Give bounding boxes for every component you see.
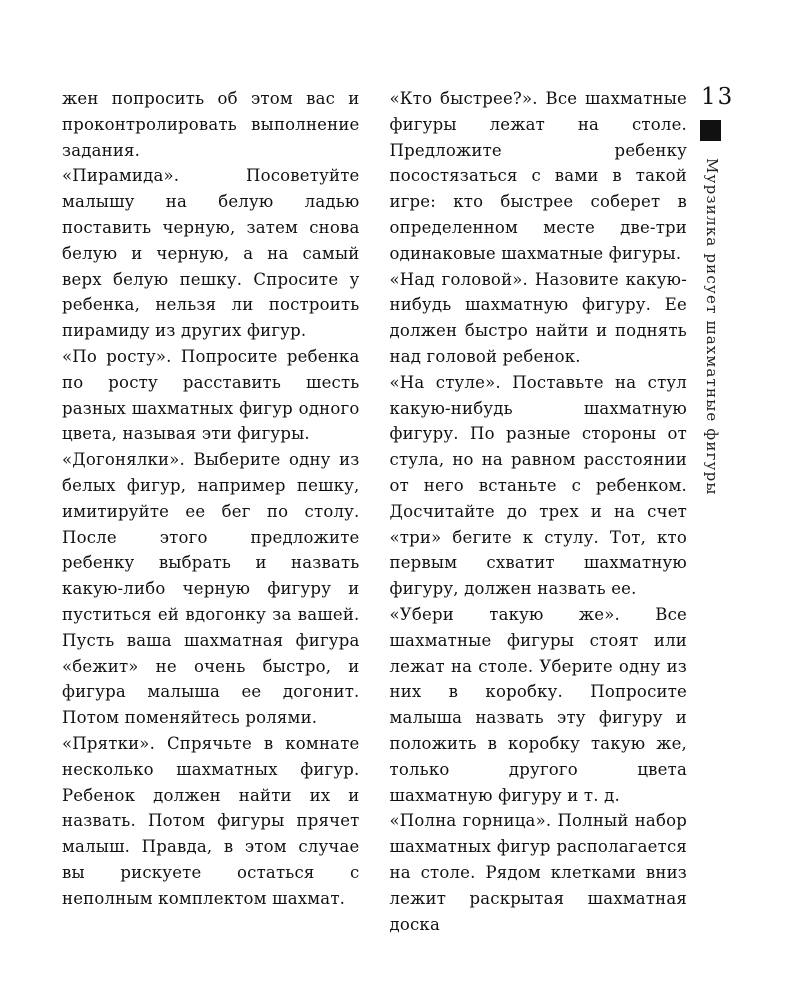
paragraph: «Полна горница». Полный набор шахматных фигур располагается на столе. Рядом клетками вниз лежит раскрытая шахматная доска <box>389 811 687 934</box>
paragraph: «Убери такую же». Все шахматные фигуры стоят или лежат на столе. Уберите одну из них в коробку. Попросите малыша назвать эту фигуру и положить в коробку такую же, только другого цвета шахматную фигуру и т. д. <box>389 604 687 805</box>
paragraph: «По росту». Попросите ребенка по росту расставить шесть разных шахматных фигур одного цвета, называя эти фигуры. <box>62 346 360 444</box>
sidebar-caption: Мурзилка рисует шахматные фигуры <box>703 158 721 496</box>
text-columns <box>62 86 687 937</box>
page-number: 13 <box>701 84 735 110</box>
text-column-right <box>390 86 688 937</box>
paragraph: «Пирамида». Посоветуйте малышу на белую ладью поставить черную, затем снова белую и черную, а на самый верх белую пешку. Спросите у ребенка, нельзя ли построить пирамиду из других фигур. <box>62 166 360 341</box>
paragraph: жен попросить об этом вас и проконтролировать выполнение задания. <box>62 89 360 160</box>
paragraph: «Прятки». Спрячьте в комнате несколько шахматных фигур. Ребенок должен найти их и назвать. Потом фигуры прячет малыш. Правда, в этом случае вы рискуете остаться с неполным комплектом шахмат. <box>62 733 360 908</box>
paragraph: «Над головой». Назовите какую-нибудь шахматную фигуру. Ее должен быстро найти и поднять над головой ребенок. <box>389 269 687 366</box>
paragraph: «Кто быстрее?». Все шахматные фигуры лежат на столе. Предложите ребенку посостязаться с вами в такой игре: кто быстрее соберет в определенном месте две-три одинаковые шахматные фигуры. <box>389 89 687 263</box>
text-column-left <box>62 86 360 937</box>
paragraph: «Догонялки». Выберите одну из белых фигур, например пешку, имитируйте ее бег по столу. После этого предложите ребенку выбрать и назвать какую-либо черную фигуру и пуститься ей вдогонку за вашей. Пусть ваша шахматная фигура «бежит» не очень быстро, и фигура малыша ее догонит. Потом поменяйтесь ролями. <box>62 450 360 728</box>
paragraph: «На стуле». Поставьте на стул какую-нибудь шахматную фигуру. По разные стороны от стула, но на равном расстоянии от него встаньте с ребенком. Досчитайте до трех и на счет «три» бегите к стулу. Тот, кто первым схватит шахматную фигуру, должен назвать ее. <box>389 372 687 599</box>
section-marker-square <box>700 120 721 141</box>
